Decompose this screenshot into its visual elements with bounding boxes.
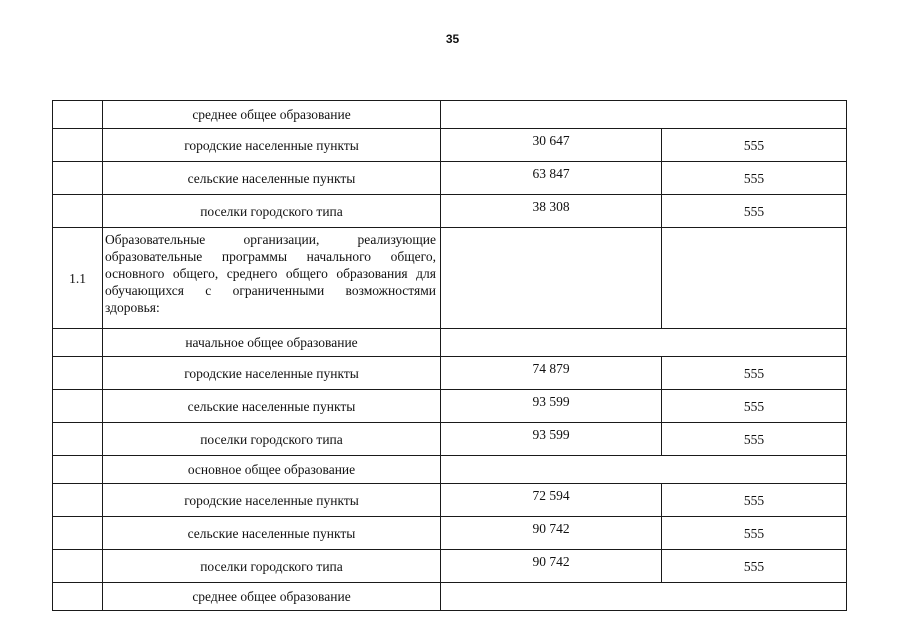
table-row-section-primary bbox=[53, 329, 847, 357]
section-title-cell: начальное общее образование bbox=[103, 329, 441, 357]
row-number-cell bbox=[53, 583, 103, 611]
table-row bbox=[53, 390, 847, 423]
table-row-item-1-1 bbox=[53, 228, 847, 329]
row-number-cell bbox=[53, 456, 103, 484]
amount-cell: 90 742 bbox=[441, 517, 662, 550]
amount-cell: 63 847 bbox=[441, 162, 662, 195]
settlement-type-cell: сельские населенные пункты bbox=[103, 162, 441, 195]
table-row bbox=[53, 484, 847, 517]
code-cell: 555 bbox=[662, 357, 847, 390]
settlement-type-cell: поселки городского типа bbox=[103, 423, 441, 456]
row-number-cell bbox=[53, 101, 103, 129]
settlement-type-cell: сельские населенные пункты bbox=[103, 390, 441, 423]
page-number: 35 bbox=[445, 32, 460, 46]
table-row-section-basic bbox=[53, 456, 847, 484]
empty-value-cell bbox=[441, 583, 847, 611]
row-number-cell: 1.1 bbox=[53, 228, 103, 329]
section-title-cell: среднее общее образование bbox=[103, 583, 441, 611]
empty-value-cell bbox=[441, 228, 662, 329]
code-cell: 555 bbox=[662, 484, 847, 517]
settlement-type-cell: сельские населенные пункты bbox=[103, 517, 441, 550]
amount-cell: 30 647 bbox=[441, 129, 662, 162]
table-row-section-secondary bbox=[53, 101, 847, 129]
table-row bbox=[53, 550, 847, 583]
empty-value-cell bbox=[441, 101, 847, 129]
code-cell: 555 bbox=[662, 162, 847, 195]
settlement-type-cell: городские населенные пункты bbox=[103, 484, 441, 517]
empty-value-cell bbox=[662, 228, 847, 329]
table-row-section-secondary bbox=[53, 583, 847, 611]
row-number-cell bbox=[53, 423, 103, 456]
settlement-type-cell: поселки городского типа bbox=[103, 550, 441, 583]
amount-cell: 93 599 bbox=[441, 423, 662, 456]
row-number-cell bbox=[53, 129, 103, 162]
code-cell: 555 bbox=[662, 390, 847, 423]
table-row bbox=[53, 129, 847, 162]
code-cell: 555 bbox=[662, 517, 847, 550]
amount-cell: 90 742 bbox=[441, 550, 662, 583]
row-number-cell bbox=[53, 484, 103, 517]
table-row bbox=[53, 423, 847, 456]
empty-value-cell bbox=[441, 456, 847, 484]
section-title-cell: среднее общее образование bbox=[103, 101, 441, 129]
settlement-type-cell: городские населенные пункты bbox=[103, 357, 441, 390]
row-number-cell bbox=[53, 390, 103, 423]
table-row bbox=[53, 517, 847, 550]
table-row bbox=[53, 162, 847, 195]
amount-cell: 93 599 bbox=[441, 390, 662, 423]
row-number-cell bbox=[53, 329, 103, 357]
amount-cell: 38 308 bbox=[441, 195, 662, 228]
amount-cell: 74 879 bbox=[441, 357, 662, 390]
code-cell: 555 bbox=[662, 129, 847, 162]
row-number-cell bbox=[53, 195, 103, 228]
amount-cell: 72 594 bbox=[441, 484, 662, 517]
settlement-type-cell: поселки городского типа bbox=[103, 195, 441, 228]
item-description-cell: Образовательные организации, реализующие образовательные программы начального общего, основного общего, среднего общего образования для обучающихся с ограниченными возможностями здоровья: bbox=[103, 228, 441, 329]
code-cell: 555 bbox=[662, 423, 847, 456]
row-number-cell bbox=[53, 162, 103, 195]
row-number-cell bbox=[53, 357, 103, 390]
settlement-type-cell: городские населенные пункты bbox=[103, 129, 441, 162]
section-title-cell: основное общее образование bbox=[103, 456, 441, 484]
row-number-cell bbox=[53, 517, 103, 550]
table-row bbox=[53, 357, 847, 390]
table-row bbox=[53, 195, 847, 228]
document-table bbox=[52, 100, 847, 611]
row-number-cell bbox=[53, 550, 103, 583]
empty-value-cell bbox=[441, 329, 847, 357]
code-cell: 555 bbox=[662, 195, 847, 228]
code-cell: 555 bbox=[662, 550, 847, 583]
